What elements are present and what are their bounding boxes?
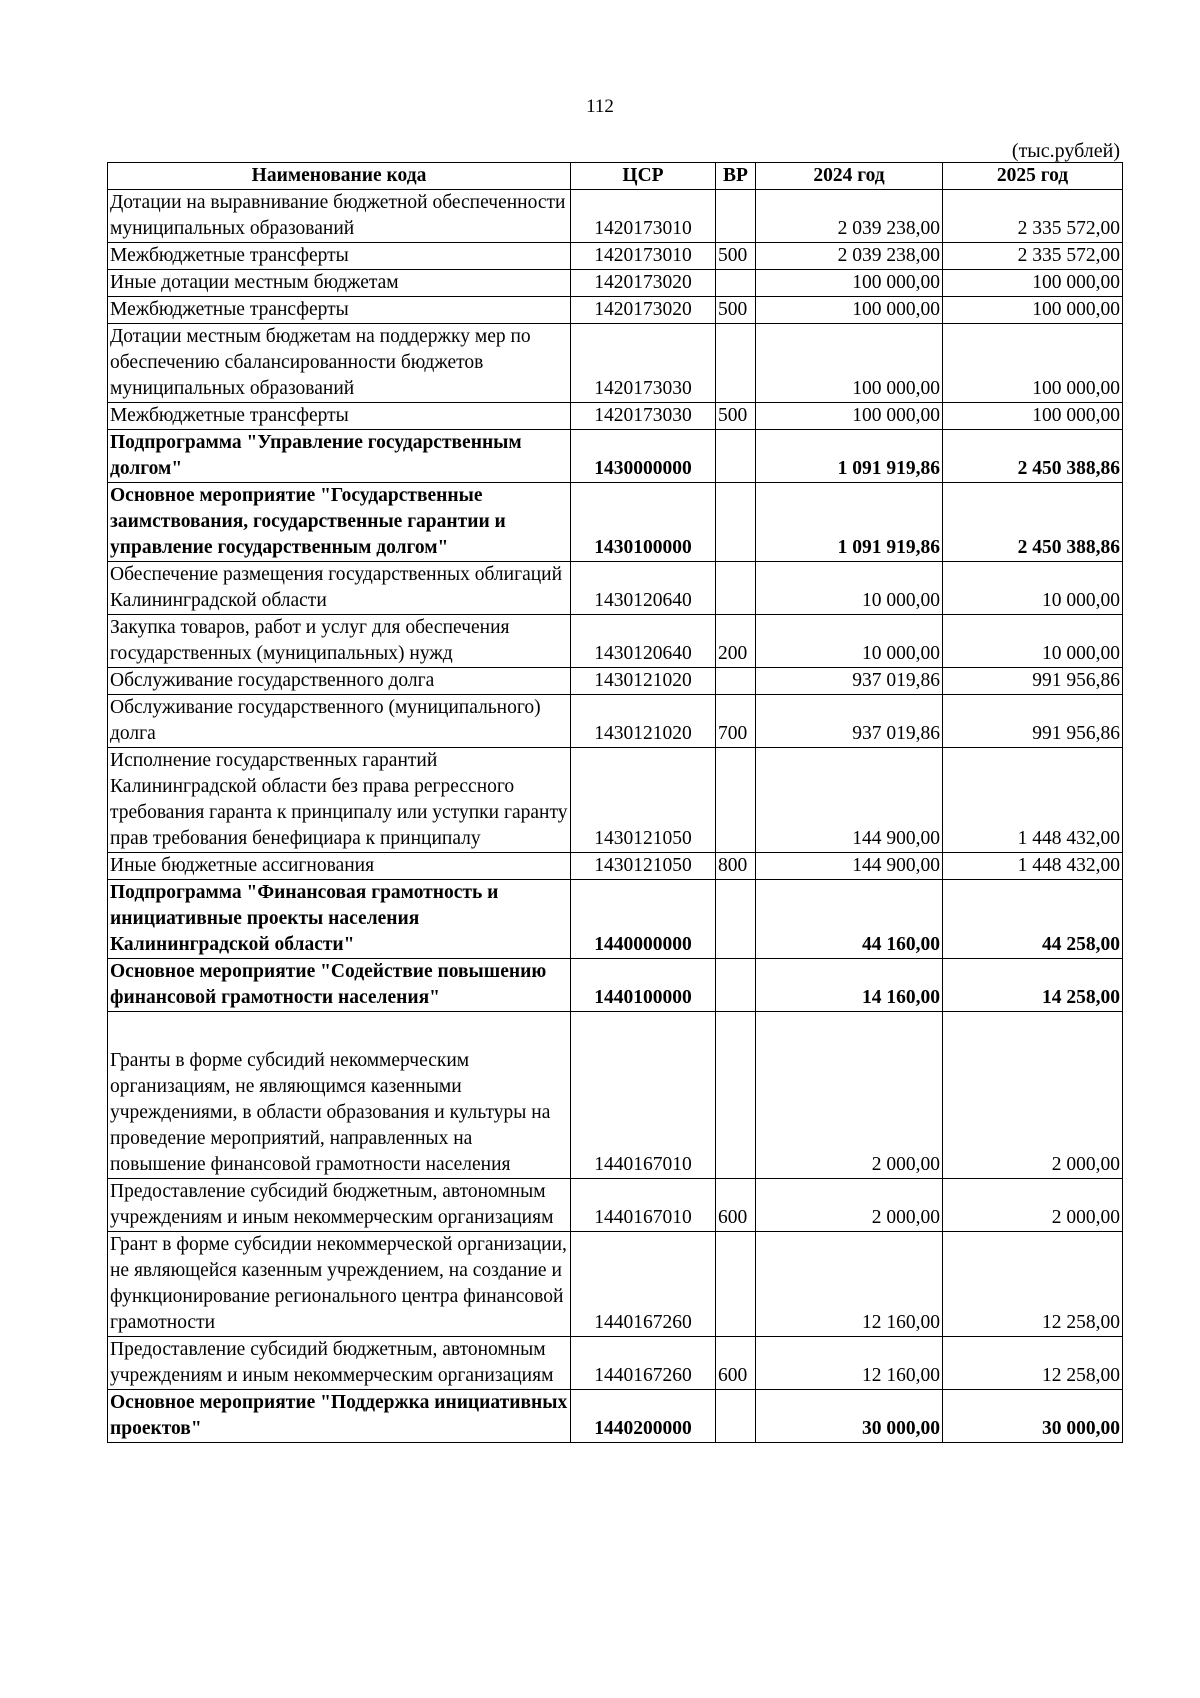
row-2024: 937 019,86 (756, 695, 943, 748)
row-csr: 1420173010 (571, 243, 716, 270)
row-csr: 1440167010 (571, 1012, 716, 1179)
row-name: Обслуживание государственного долга (108, 668, 571, 695)
row-name: Закупка товаров, работ и услуг для обеспечения государственных (муниципальных) нужд (108, 615, 571, 668)
header-2024: 2024 год (756, 163, 943, 190)
row-vr (716, 483, 756, 562)
row-name: Подпрограмма "Финансовая грамотность и инициативные проекты населения Калининградской области" (108, 880, 571, 959)
row-2025: 100 000,00 (943, 270, 1123, 297)
row-2024: 144 900,00 (756, 853, 943, 880)
table-row (108, 695, 1123, 748)
row-vr (716, 668, 756, 695)
table-row (108, 615, 1123, 668)
table-row (108, 880, 1123, 959)
table-row (108, 483, 1123, 562)
row-vr: 700 (716, 695, 756, 748)
row-name: Предоставление субсидий бюджетным, автономным учреждениям и иным некоммерческим организациям (108, 1337, 571, 1390)
table-row (108, 270, 1123, 297)
row-csr: 1440100000 (571, 959, 716, 1012)
row-2025: 2 450 388,86 (943, 483, 1123, 562)
row-2025: 2 000,00 (943, 1012, 1123, 1179)
row-name: Дотации местным бюджетам на поддержку мер по обеспечению сбалансированности бюджетов муниципальных образований (108, 324, 571, 403)
table-body (108, 190, 1123, 1443)
header-vr: ВР (716, 163, 756, 190)
row-csr: 1430000000 (571, 430, 716, 483)
row-2025: 14 258,00 (943, 959, 1123, 1012)
row-2025: 12 258,00 (943, 1337, 1123, 1390)
row-csr: 1430121020 (571, 695, 716, 748)
row-2024: 12 160,00 (756, 1337, 943, 1390)
page-number: 112 (586, 96, 614, 117)
table-row (108, 959, 1123, 1012)
row-name: Иные дотации местным бюджетам (108, 270, 571, 297)
row-vr (716, 880, 756, 959)
header-2025: 2025 год (943, 163, 1123, 190)
row-vr (716, 1232, 756, 1337)
row-2024: 100 000,00 (756, 403, 943, 430)
units-label: (тыс.рублей) (1011, 140, 1120, 162)
row-csr: 1420173020 (571, 270, 716, 297)
row-name: Основное мероприятие "Поддержка инициативных проектов" (108, 1390, 571, 1443)
row-name: Дотации на выравнивание бюджетной обеспеченности муниципальных образований (108, 190, 571, 243)
row-2025: 1 448 432,00 (943, 853, 1123, 880)
row-2024: 30 000,00 (756, 1390, 943, 1443)
row-2024: 2 039 238,00 (756, 243, 943, 270)
row-2024: 10 000,00 (756, 615, 943, 668)
row-vr: 600 (716, 1337, 756, 1390)
table-row (108, 668, 1123, 695)
row-2024: 14 160,00 (756, 959, 943, 1012)
row-2025: 10 000,00 (943, 562, 1123, 615)
row-2024: 2 000,00 (756, 1179, 943, 1232)
row-2025: 991 956,86 (943, 695, 1123, 748)
row-vr (716, 959, 756, 1012)
row-2024: 100 000,00 (756, 270, 943, 297)
row-2024: 12 160,00 (756, 1232, 943, 1337)
row-name: Межбюджетные трансферты (108, 403, 571, 430)
row-vr (716, 324, 756, 403)
row-csr: 1430120640 (571, 562, 716, 615)
row-csr: 1440167260 (571, 1337, 716, 1390)
table-row (108, 430, 1123, 483)
row-vr: 600 (716, 1179, 756, 1232)
row-vr: 500 (716, 243, 756, 270)
row-vr: 500 (716, 297, 756, 324)
row-csr: 1430121050 (571, 853, 716, 880)
row-2024: 100 000,00 (756, 297, 943, 324)
table-row (108, 1179, 1123, 1232)
row-2025: 2 000,00 (943, 1179, 1123, 1232)
row-vr (716, 1012, 756, 1179)
table-row (108, 1232, 1123, 1337)
header-row (108, 163, 1123, 190)
row-2024: 937 019,86 (756, 668, 943, 695)
row-name: Межбюджетные трансферты (108, 243, 571, 270)
row-2025: 44 258,00 (943, 880, 1123, 959)
row-vr (716, 562, 756, 615)
row-vr: 200 (716, 615, 756, 668)
row-csr: 1440167010 (571, 1179, 716, 1232)
row-csr: 1430121020 (571, 668, 716, 695)
table-row (108, 562, 1123, 615)
row-2024: 1 091 919,86 (756, 430, 943, 483)
row-2025: 12 258,00 (943, 1232, 1123, 1337)
row-2025: 1 448 432,00 (943, 748, 1123, 853)
row-vr (716, 270, 756, 297)
row-csr: 1420173010 (571, 190, 716, 243)
row-name: Иные бюджетные ассигнования (108, 853, 571, 880)
row-2025: 2 335 572,00 (943, 243, 1123, 270)
row-2024: 144 900,00 (756, 748, 943, 853)
table-row (108, 403, 1123, 430)
row-csr: 1420173020 (571, 297, 716, 324)
row-2025: 100 000,00 (943, 297, 1123, 324)
row-name: Основное мероприятие "Государственные заимствования, государственные гарантии и управление государственным долгом" (108, 483, 571, 562)
row-csr: 1420173030 (571, 403, 716, 430)
row-2024: 2 039 238,00 (756, 190, 943, 243)
table-row (108, 190, 1123, 243)
row-vr: 500 (716, 403, 756, 430)
table-header (108, 163, 1123, 190)
header-name: Наименование кода (108, 163, 571, 190)
table-row (108, 297, 1123, 324)
row-csr: 1440200000 (571, 1390, 716, 1443)
row-name: Межбюджетные трансферты (108, 297, 571, 324)
row-2025: 10 000,00 (943, 615, 1123, 668)
row-2024: 10 000,00 (756, 562, 943, 615)
row-name: Обеспечение размещения государственных облигаций Калининградской области (108, 562, 571, 615)
row-csr: 1440167260 (571, 1232, 716, 1337)
row-2024: 2 000,00 (756, 1012, 943, 1179)
table-row (108, 1390, 1123, 1443)
table-row (108, 748, 1123, 853)
row-2025: 100 000,00 (943, 403, 1123, 430)
row-vr (716, 190, 756, 243)
row-name: Исполнение государственных гарантий Калининградской области без права регрессного требования гаранта к принципалу или уступки гаранту прав требования бенефициара к принципалу (108, 748, 571, 853)
row-name: Подпрограмма "Управление государственным долгом" (108, 430, 571, 483)
table-row (108, 324, 1123, 403)
table-row (108, 243, 1123, 270)
row-2025: 2 450 388,86 (943, 430, 1123, 483)
row-name: Гранты в форме субсидий некоммерческим организациям, не являющимся казенными учреждениями, в области образования и культуры на проведение мероприятий, направленных на повышение финансовой грамотности населения (108, 1012, 571, 1179)
row-vr (716, 748, 756, 853)
row-vr (716, 430, 756, 483)
row-csr: 1430121050 (571, 748, 716, 853)
table-row (108, 1337, 1123, 1390)
table-row (108, 1012, 1123, 1179)
budget-table (107, 162, 1123, 1443)
row-csr: 1420173030 (571, 324, 716, 403)
row-csr: 1430100000 (571, 483, 716, 562)
row-vr: 800 (716, 853, 756, 880)
row-name: Предоставление субсидий бюджетным, автономным учреждениям и иным некоммерческим организациям (108, 1179, 571, 1232)
row-2024: 44 160,00 (756, 880, 943, 959)
row-vr (716, 1390, 756, 1443)
row-2024: 1 091 919,86 (756, 483, 943, 562)
row-csr: 1430120640 (571, 615, 716, 668)
row-2025: 30 000,00 (943, 1390, 1123, 1443)
row-2025: 100 000,00 (943, 324, 1123, 403)
row-2025: 991 956,86 (943, 668, 1123, 695)
row-name: Грант в форме субсидии некоммерческой организации, не являющейся казенным учреждением, на создание и функционирование регионального центра финансовой грамотности (108, 1232, 571, 1337)
row-csr: 1440000000 (571, 880, 716, 959)
row-name: Основное мероприятие "Содействие повышению финансовой грамотности населения" (108, 959, 571, 1012)
table-row (108, 853, 1123, 880)
row-2025: 2 335 572,00 (943, 190, 1123, 243)
row-name: Обслуживание государственного (муниципального) долга (108, 695, 571, 748)
row-2024: 100 000,00 (756, 324, 943, 403)
header-csr: ЦСР (571, 163, 716, 190)
